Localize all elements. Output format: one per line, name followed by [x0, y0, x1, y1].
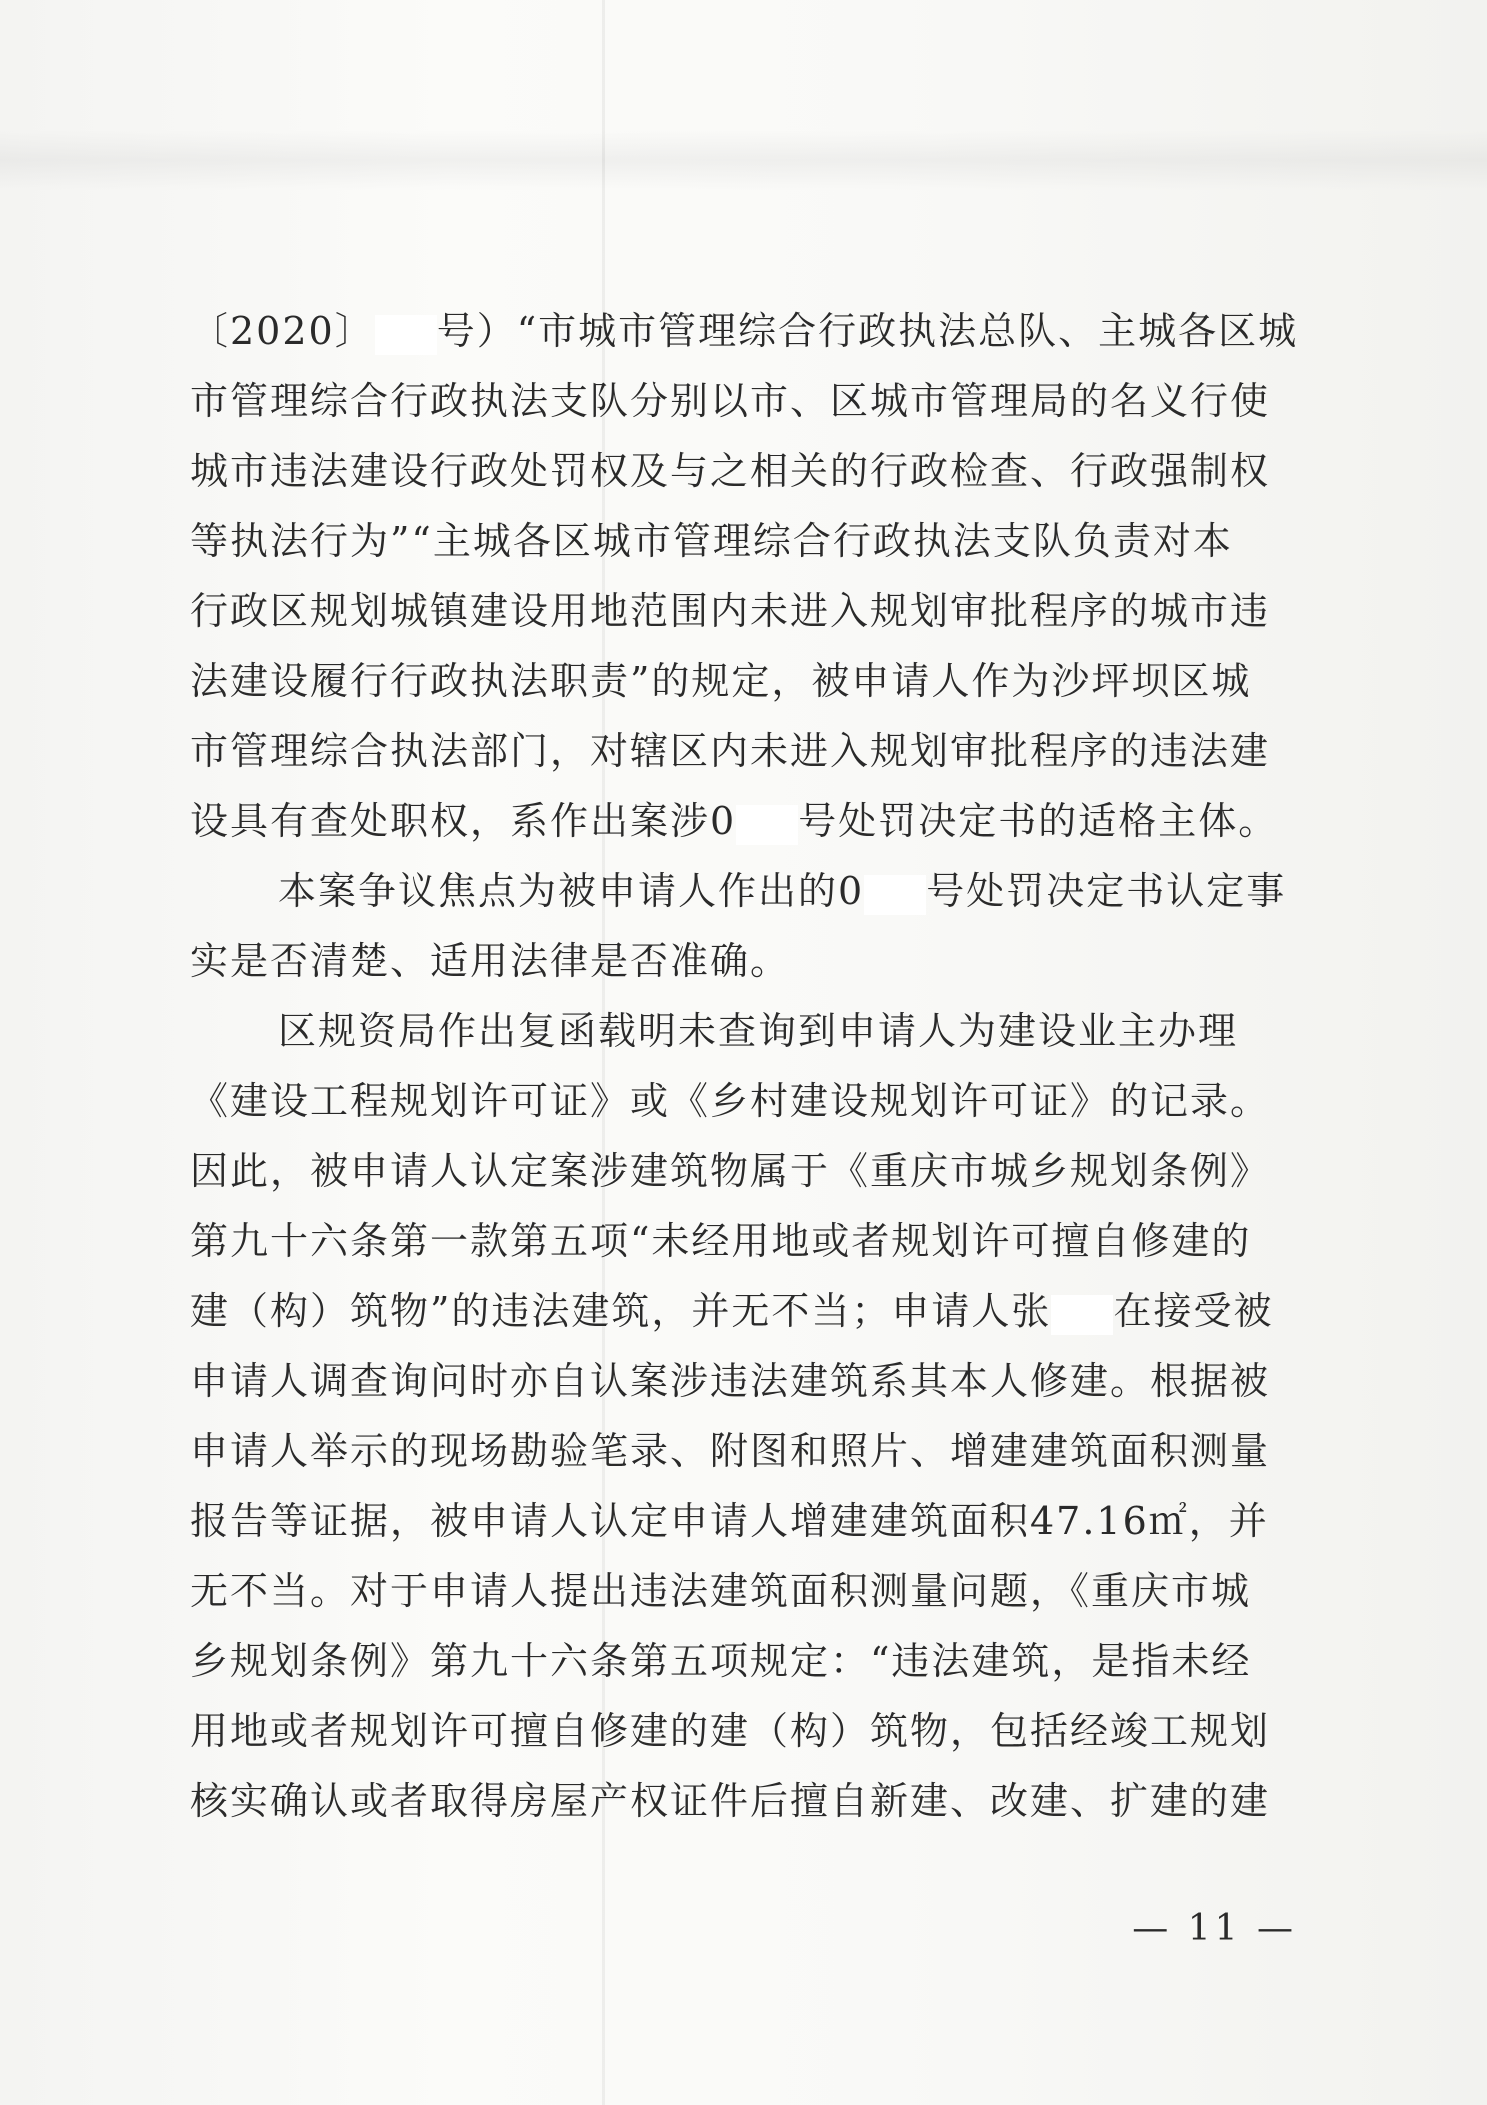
- text-line: [190, 786, 1300, 856]
- text-segment: 因此，被申请人认定案涉建筑物属于《重庆市城乡规划条例》: [190, 1149, 1271, 1193]
- paragraph: [190, 996, 1300, 1836]
- redaction-block: [375, 315, 437, 355]
- text-segment: 区规资局作出复函载明未查询到申请人为建设业主办理: [278, 1009, 1239, 1053]
- text-segment: 申请人举示的现场勘验笔录、附图和照片、增建建筑面积测量: [190, 1429, 1271, 1473]
- text-line: [190, 1766, 1300, 1836]
- text-segment: 市管理综合行政执法支队分别以市、区城市管理局的名义行使: [190, 379, 1271, 423]
- document-body: [190, 296, 1300, 1836]
- text-line: [190, 716, 1300, 786]
- text-segment: 〔2020〕: [190, 309, 375, 353]
- page-number: — 11 —: [1132, 1908, 1297, 1949]
- text-line: [190, 1626, 1300, 1696]
- text-segment: 第九十六条第一款第五项“未经用地或者规划许可擅自修建的: [190, 1219, 1252, 1263]
- text-segment: 报告等证据，被申请人认定申请人增建建筑面积47.16㎡，并: [190, 1499, 1269, 1543]
- text-line: [190, 1556, 1300, 1626]
- text-segment: 法建设履行行政执法职责”的规定，被申请人作为沙坪坝区城: [190, 659, 1252, 703]
- text-line: [190, 1206, 1300, 1276]
- paragraph: [190, 296, 1300, 856]
- text-segment: 无不当。对于申请人提出违法建筑面积测量问题，《重庆市城: [190, 1569, 1252, 1613]
- text-line: [190, 1066, 1300, 1136]
- text-segment: 行政区规划城镇建设用地范围内未进入规划审批程序的城市违: [190, 589, 1271, 633]
- text-line: [190, 856, 1300, 926]
- text-segment: 号处罚决定书的适格主体。: [798, 799, 1279, 843]
- text-segment: 实是否清楚、适用法律是否准确。: [190, 939, 791, 983]
- text-segment: 城市违法建设行政处罚权及与之相关的行政检查、行政强制权: [190, 449, 1271, 493]
- text-line: [190, 506, 1300, 576]
- text-line: [190, 646, 1300, 716]
- text-line: [190, 1136, 1300, 1206]
- text-segment: 号处罚决定书认定事: [926, 869, 1287, 913]
- text-segment: 申请人调查询问时亦自认案涉违法建筑系其本人修建。根据被: [190, 1359, 1271, 1403]
- text-segment: 乡规划条例》第九十六条第五项规定：“违法建筑，是指未经: [190, 1639, 1252, 1683]
- text-segment: 在接受被: [1113, 1289, 1274, 1333]
- paragraph: [190, 856, 1300, 996]
- text-segment: 核实确认或者取得房屋产权证件后擅自新建、改建、扩建的建: [190, 1779, 1271, 1823]
- text-line: [190, 996, 1300, 1066]
- text-line: [190, 1486, 1300, 1556]
- text-segment: 用地或者规划许可擅自修建的建（构）筑物，包括经竣工规划: [190, 1709, 1271, 1753]
- text-line: [190, 1346, 1300, 1416]
- text-segment: 建（构）筑物”的违法建筑，并无不当；申请人张: [190, 1289, 1052, 1333]
- text-line: [190, 576, 1300, 646]
- text-line: [190, 296, 1300, 366]
- text-segment: 等执法行为”“主城各区城市管理综合行政执法支队负责对本: [190, 519, 1233, 563]
- redaction-block: [864, 875, 926, 915]
- text-segment: 设具有查处职权，系作出案涉0: [190, 799, 737, 843]
- redaction-block: [1051, 1295, 1113, 1335]
- text-line: [190, 1416, 1300, 1486]
- scan-artifact-band: [0, 130, 1487, 190]
- text-segment: 号）“市城市管理综合行政执法总队、主城各区城: [436, 309, 1299, 353]
- text-line: [190, 1696, 1300, 1766]
- text-line: [190, 366, 1300, 436]
- text-segment: 本案争议焦点为被申请人作出的0: [278, 869, 865, 913]
- text-segment: 市管理综合执法部门，对辖区内未进入规划审批程序的违法建: [190, 729, 1271, 773]
- text-line: [190, 926, 1300, 996]
- text-line: [190, 1276, 1300, 1346]
- text-segment: 《建设工程规划许可证》或《乡村建设规划许可证》的记录。: [190, 1079, 1271, 1123]
- text-line: [190, 436, 1300, 506]
- redaction-block: [736, 805, 798, 845]
